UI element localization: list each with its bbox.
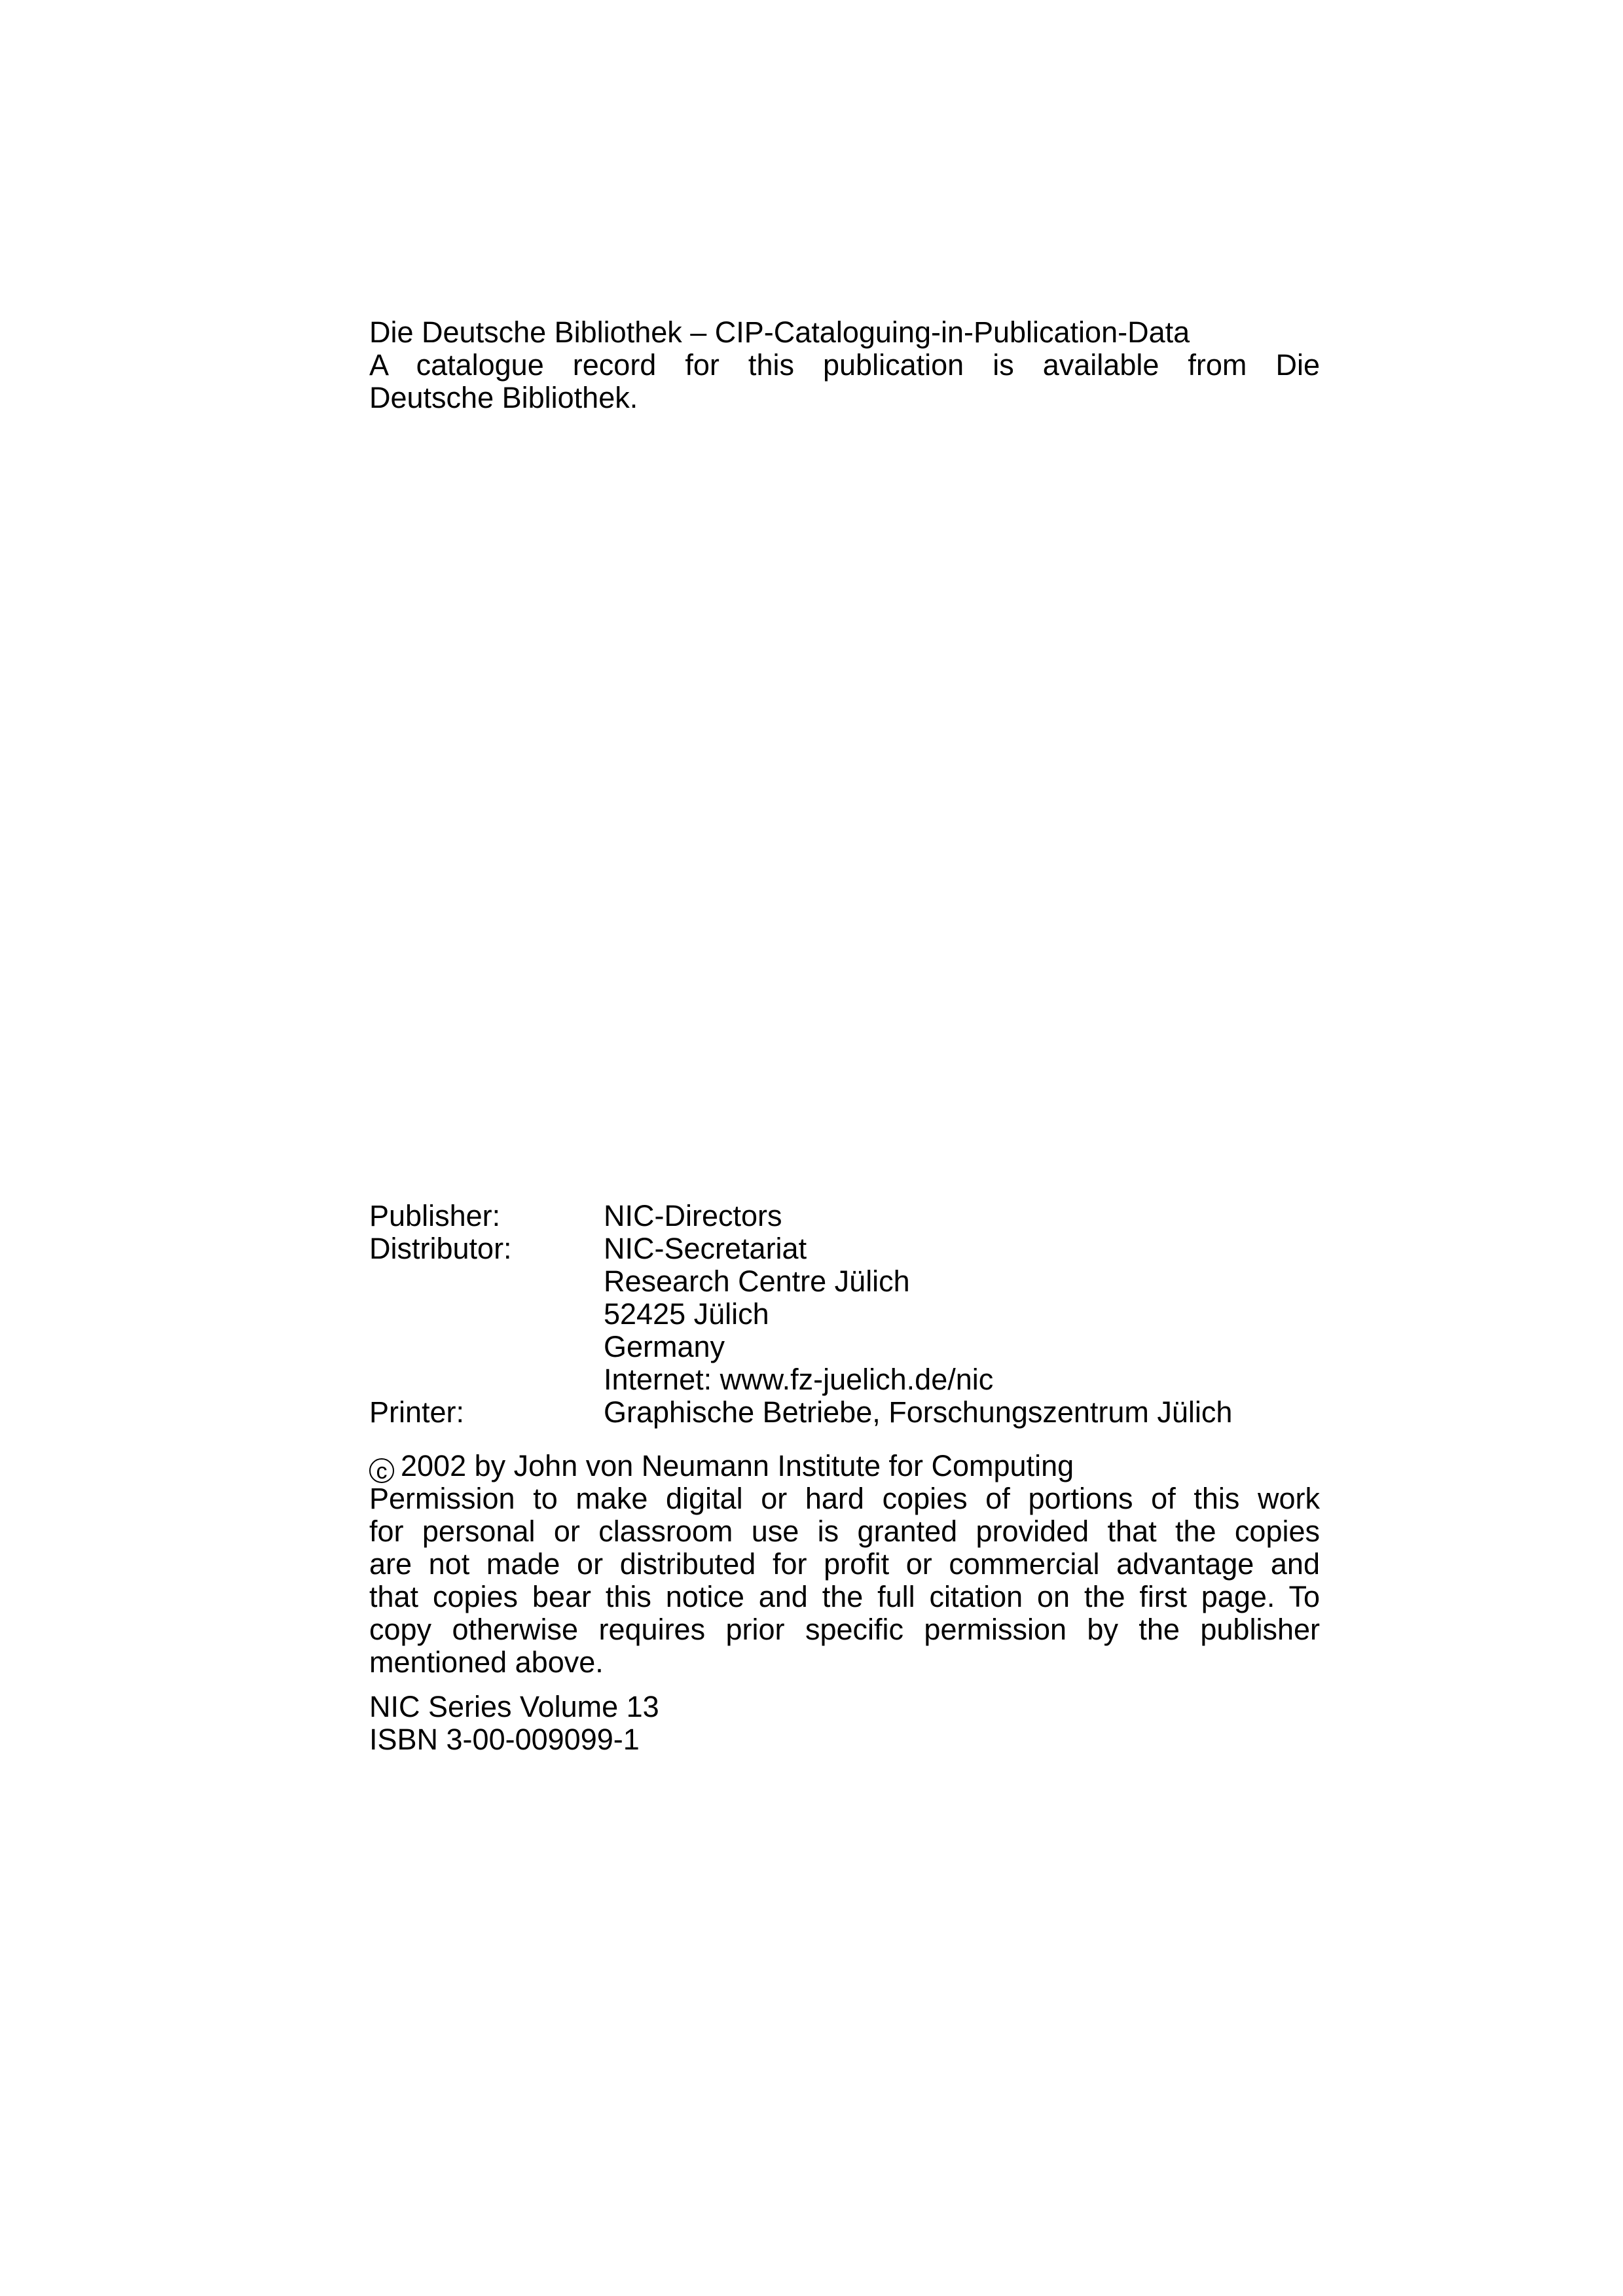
distributor-line: 52425 Jülich bbox=[604, 1297, 769, 1331]
permission-line: mentioned above. bbox=[369, 1645, 604, 1679]
distributor-line: Research Centre Jülich bbox=[604, 1265, 910, 1298]
permission-line: Permission to make digital or hard copies of portions of this work bbox=[369, 1482, 1320, 1515]
permission-line: copy otherwise requires prior specific permission by the publisher bbox=[369, 1613, 1320, 1646]
isbn: ISBN 3-00-009099-1 bbox=[369, 1723, 640, 1756]
series-volume: NIC Series Volume 13 bbox=[369, 1690, 659, 1723]
distributor-label: Distributor: bbox=[369, 1232, 512, 1265]
cip-text-line: Deutsche Bibliothek. bbox=[369, 381, 638, 414]
cip-text-line: A catalogue record for this publication is available from Die bbox=[369, 348, 1320, 382]
distributor-line: Germany bbox=[604, 1330, 725, 1363]
permission-line: for personal or classroom use is granted provided that the copies bbox=[369, 1515, 1320, 1548]
printer-value: Graphische Betriebe, Forschungszentrum Jülich bbox=[604, 1395, 1233, 1429]
printer-label: Printer: bbox=[369, 1395, 465, 1429]
copyright-text: 2002 by John von Neumann Institute for Computing bbox=[401, 1449, 1074, 1482]
permission-line: are not made or distributed for profit or commercial advantage and bbox=[369, 1547, 1320, 1581]
publisher-label: Publisher: bbox=[369, 1199, 501, 1232]
distributor-line: NIC-Secretariat bbox=[604, 1232, 807, 1265]
cip-title: Die Deutsche Bibliothek – CIP-Cataloguing-in-Publication-Data bbox=[369, 315, 1190, 349]
publisher-value: NIC-Directors bbox=[604, 1199, 782, 1232]
copyright-line bbox=[369, 1450, 1320, 1482]
permission-line: that copies bear this notice and the full citation on the first page. To bbox=[369, 1580, 1320, 1613]
distributor-internet: Internet: www.fz-juelich.de/nic bbox=[604, 1363, 994, 1396]
copyright-icon: c bbox=[369, 1458, 394, 1483]
